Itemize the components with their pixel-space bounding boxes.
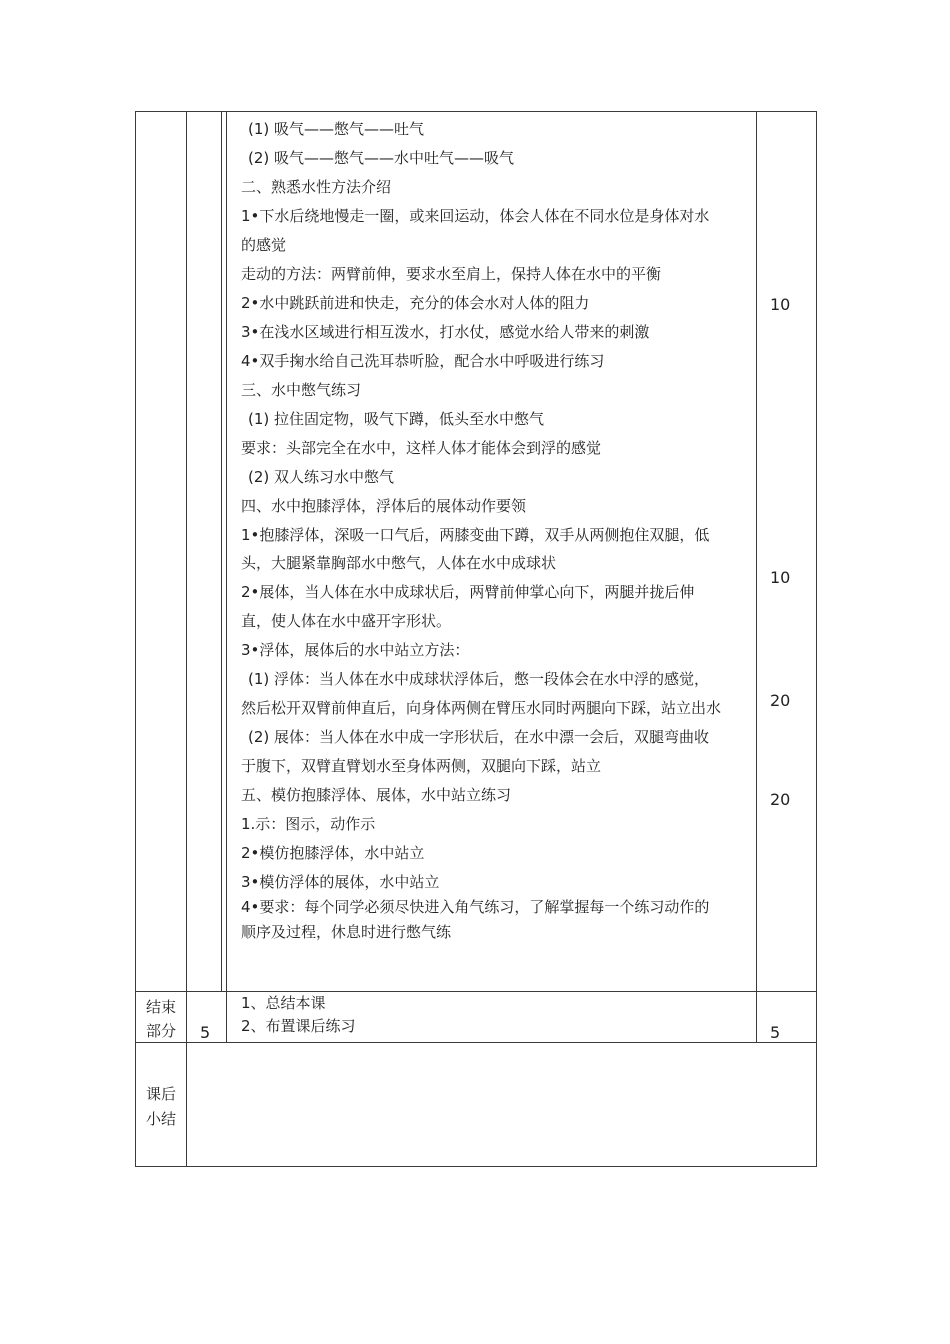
summary-label: 小结 — [146, 1110, 177, 1128]
content-line: 3•模仿浮体的展体，水中站立 — [241, 873, 440, 891]
ending-minutes: 5 — [200, 1023, 211, 1042]
content-line: (2) 展体：当人体在水中成一字形状后，在水中漂一会后，双腿弯曲收 — [248, 728, 710, 746]
content-line: 直，使人体在水中盛开字形状。 — [241, 612, 452, 630]
content-line: (2) 吸气——憋气——水中吐气——吸气 — [248, 149, 515, 167]
table-left-border — [135, 111, 136, 1167]
table-top-border — [135, 111, 817, 112]
summary-label: 课后 — [146, 1085, 177, 1103]
content-line: (1) 拉住固定物，吸气下蹲，低头至水中憋气 — [248, 410, 545, 428]
content-line: (2) 双人练习水中憋气 — [248, 468, 395, 486]
content-line: 2•水中跳跃前进和快走，充分的体会水对人体的阻力 — [241, 294, 590, 312]
time-value: 10 — [770, 568, 791, 587]
content-line: 2•展体，当人体在水中成球状后，两臂前伸掌心向下，两腿并拢后伸 — [241, 583, 695, 601]
content-line: 2•模仿抱膝浮体，水中站立 — [241, 844, 425, 862]
time-value: 20 — [770, 790, 791, 809]
time-value: 20 — [770, 691, 791, 710]
content-line: 3•在浅水区域进行相互泼水，打水仗，感觉水给人带来的刺激 — [241, 323, 650, 341]
time-value: 10 — [770, 295, 791, 314]
content-line: 二、熟悉水性方法介绍 — [241, 178, 392, 196]
summary-content-area[interactable] — [188, 1044, 815, 1165]
col-divider-2b — [226, 111, 227, 1043]
content-line: 走动的方法：两臂前伸，要求水至肩上，保持人体在水中的平衡 — [241, 265, 662, 283]
content-line: 三、水中憋气练习 — [241, 381, 362, 399]
content-line: (1) 浮体：当人体在水中成球状浮体后，憋一段体会在水中浮的感觉， — [248, 670, 710, 688]
content-line: 要求：头部完全在水中，这样人体才能体会到浮的感觉 — [241, 439, 602, 457]
summary-row-top-border — [135, 1042, 817, 1043]
col-divider-3 — [756, 111, 757, 1043]
table-bottom-border — [135, 1166, 817, 1167]
ending-label: 结束 — [146, 998, 177, 1016]
ending-label: 部分 — [146, 1022, 177, 1040]
ending-item: 2、布置课后练习 — [241, 1017, 356, 1035]
content-line: 然后松开双臂前伸直后，向身体两侧在臂压水同时两腿向下踩，站立出水 — [241, 699, 722, 717]
content-line: 四、水中抱膝浮体，浮体后的展体动作要领 — [241, 497, 527, 515]
content-line: 头，大腿紧靠胸部水中憋气，人体在水中成球状 — [241, 554, 557, 572]
content-line: 于腹下，双臂直臂划水至身体两侧，双腿向下踩，站立 — [241, 757, 602, 775]
content-line: 4•双手掬水给自己洗耳恭听脸，配合水中呼吸进行练习 — [241, 352, 605, 370]
table-right-border — [816, 111, 817, 1167]
content-line: 的感觉 — [241, 236, 287, 254]
content-line: 1•抱膝浮体，深吸一口气后，两膝变曲下蹲，双手从两侧抱住双腿，低 — [241, 526, 710, 544]
content-line: 1•下水后绕地慢走一圈，或来回运动，体会人体在不同水位是身体对水 — [241, 207, 710, 225]
content-line: 顺序及过程，休息时进行憋气练 — [241, 923, 452, 941]
ending-time: 5 — [770, 1023, 781, 1042]
col-divider-1 — [186, 111, 187, 1167]
content-line: (1) 吸气——憋气——吐气 — [248, 120, 425, 138]
ending-row-top-border — [135, 991, 817, 992]
col-divider-2a — [221, 111, 222, 992]
content-line: 4•要求：每个同学必须尽快进入角气练习，了解掌握每一个练习动作的 — [241, 898, 710, 916]
content-line: 五、模仿抱膝浮体、展体，水中站立练习 — [241, 786, 512, 804]
content-line: 1.示：图示，动作示 — [241, 815, 376, 833]
ending-item: 1、总结本课 — [241, 994, 326, 1012]
content-line: 3•浮体，展体后的水中站立方法： — [241, 641, 470, 659]
